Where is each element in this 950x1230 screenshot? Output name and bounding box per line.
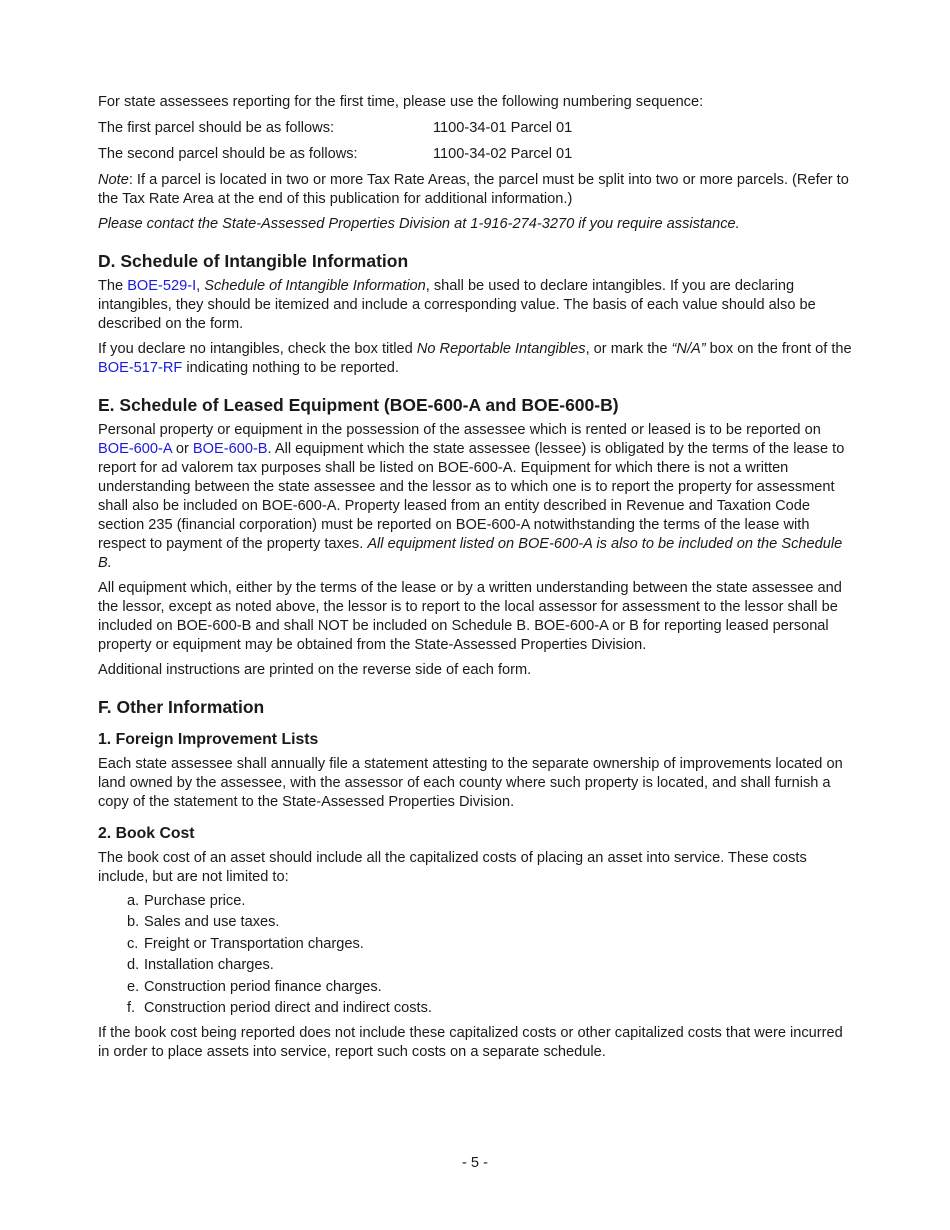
book-cost-list xyxy=(98,892,858,1018)
numbering-value: 1100-34-01 Parcel 01 xyxy=(433,120,573,136)
list-item: b. Sales and use taxes. xyxy=(127,914,280,931)
foreign-improvement-paragraph: Each state assessee shall annually file a statement attesting to the separate ownership of improvements located on land owned by the assessee, with the assessor of each county where such property is located, and shall furnish a copy of the statement to the State-Assessed Properties Division. xyxy=(98,756,843,810)
numbering-row-second xyxy=(98,145,858,164)
section-e-paragraph-2: All equipment which, either by the terms of the lease or by a written understanding between the state assessee and the lessor, except as noted above, the lessor is to report to the local assessor for assessment to the lessor shall be included on BOE-600-B and shall NOT be included on Schedule B. BOE-600-A or B for reporting leased personal property or equipment may be obtained from the State-Assessed Properties Division. xyxy=(98,580,842,653)
foreign-improvement-heading: 1. Foreign Improvement Lists xyxy=(98,731,319,748)
section-e-paragraph-3: Additional instructions are printed on the reverse side of each form. xyxy=(98,662,532,678)
book-cost-closing: If the book cost being reported does not include these capitalized costs or other capitalized costs that were incurred in order to place assets into service, report such costs on a separate schedule. xyxy=(98,1024,843,1060)
section-e-paragraph-1: Personal property or equipment in the possession of the assessee which is rented or leased is to be reported on BOE-600-A or BOE-600-B. All equipment which the state assessee (lessee) is obligated by the terms of the lease to report for ad valorem tax purposes shall be listed on BOE-600-A. Equipment for which there is not a written understanding between the state assessee and the lessor as to which one is to report the property for assessment shall also be included on BOE-600-A. Property leased from an entity described in Revenue and Taxation Code section 235 (financial corporation) must be reported on BOE-600-A notwithstanding the terms of the lease with respect to payment of the property taxes. All equipment listed on BOE-600-A is also to be included on the Schedule B. xyxy=(98,422,845,571)
numbering-label: The second parcel should be as follows: xyxy=(98,146,358,162)
section-d-heading: D. Schedule of Intangible Information xyxy=(98,251,409,271)
numbering-row-first xyxy=(98,119,858,138)
list-item: d. Installation charges. xyxy=(127,957,274,974)
section-e-heading: E. Schedule of Leased Equipment (BOE-600-A and BOE-600-B) xyxy=(98,395,619,415)
list-item: c. Freight or Transportation charges. xyxy=(127,935,364,952)
list-item: f. Construction period direct and indirect costs. xyxy=(127,999,432,1016)
numbering-value: 1100-34-02 Parcel 01 xyxy=(433,146,573,162)
numbering-label: The first parcel should be as follows: xyxy=(98,120,335,136)
boe-600-b-link[interactable]: BOE-600-B xyxy=(192,441,268,457)
section-d-paragraph-2: If you declare no intangibles, check the box titled No Reportable Intangibles, or mark the “N/A” box on the front of the BOE-517-RF indicating nothing to be reported. xyxy=(98,341,852,376)
document-page xyxy=(98,93,858,1062)
boe-600-a-link[interactable]: BOE-600-A xyxy=(98,441,172,457)
section-f-heading: F. Other Information xyxy=(98,697,265,717)
boe-529-i-link[interactable]: BOE-529-I xyxy=(127,278,197,294)
book-cost-heading: 2. Book Cost xyxy=(98,825,195,842)
contact-paragraph: Please contact the State-Assessed Properties Division at 1-916-274-3270 if you require assistance. xyxy=(98,216,740,232)
list-item: e. Construction period finance charges. xyxy=(127,978,382,995)
note-label: Note xyxy=(98,172,129,188)
section-d-paragraph-1: The BOE-529-I, Schedule of Intangible Information, shall be used to declare intangibles. If you are declaring intangibles, they should be itemized and include a corresponding value. The basis of each value should also be described on the form. xyxy=(98,278,816,332)
note-paragraph: Note: If a parcel is located in two or more Tax Rate Areas, the parcel must be split into two or more parcels. (Refer to the Tax Rate Area at the end of this publication for additional information.) xyxy=(98,172,849,207)
boe-517-rf-link[interactable]: BOE-517-RF xyxy=(98,360,183,376)
book-cost-paragraph: The book cost of an asset should include all the capitalized costs of placing an asset into service. These costs include, but are not limited to: xyxy=(98,850,807,885)
list-item: a. Purchase price. xyxy=(127,893,246,909)
numbering-intro: For state assessees reporting for the first time, please use the following numbering sequence: xyxy=(98,94,704,110)
page-number: - 5 - xyxy=(462,1155,488,1171)
